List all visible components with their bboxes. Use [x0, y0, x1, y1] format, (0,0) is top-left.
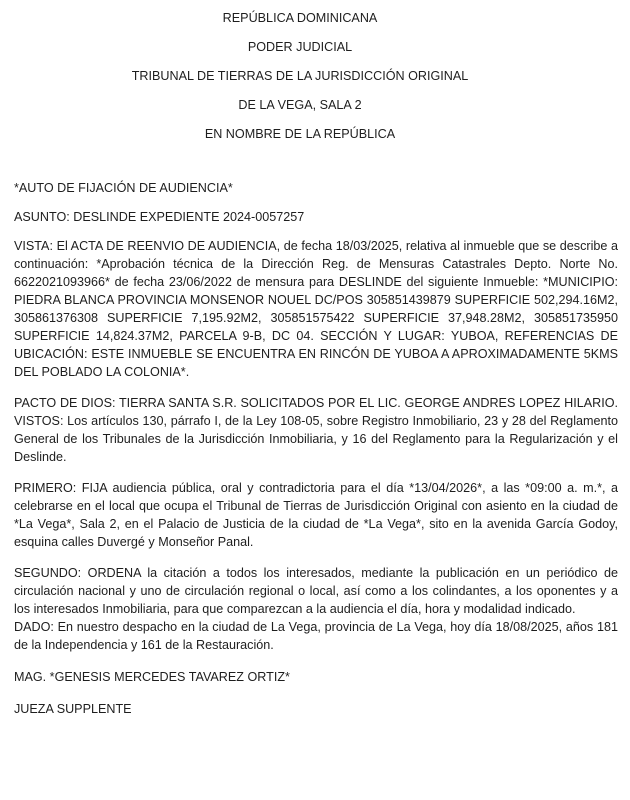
paragraph-vista: VISTA: El ACTA DE REENVIO DE AUDIENCIA, de fecha 18/03/2025, relativa al inmueble que se describe a continuación: *Aprobación técnica de la Dirección Reg. de Mensuras Catastrales Depto. Norte No. 6622021093966* de fecha 23/06/2022 de mensura para DESLINDE del siguiente Inmueble: *MUNICIPIO: PIEDRA BLANCA PROVINCIA MONSENOR NOUEL DC/POS 305851439879 SUPERFICIE 502,294.16M2, 305861376308 SUPERFICIE 7,195.92M2, 305851575422 SUPERFICIE 37,948.28M2, 305851735950 SUPERFICIE 14,824.37M2, PARCELA 9-B, DC 04. SECCIÓN Y LUGAR: YUBOA, REFERENCIAS DE UBICACIÓN: ESTE INMUEBLE SE ENCUENTRA EN RINCÓN DE YUBOA A APROXIMADAMENTE 5KMS DEL POBLADO LA COLONIA*. — [14, 239, 618, 379]
header-branch: PODER JUDICIAL — [247, 40, 353, 54]
signature-role: JUEZA SUPPLENTE — [14, 702, 132, 716]
paragraph-dado: DADO: En nuestro despacho en la ciudad de La Vega, provincia de La Vega, hoy día 18/08/2025, años 181 de la Independencia y 161 de la Restauración. — [14, 620, 618, 652]
header-in-name-of: EN NOMBRE DE LA REPÚBLICA — [204, 127, 396, 141]
paragraph-segundo: SEGUNDO: ORDENA la citación a todos los interesados, mediante la publicación en un periódico de circulación nacional y uno de circulación regional o local, así como a los colindantes, a los oponentes y a los interesados Inmobiliaria, para que comparezcan a la audiencia el día, hora y modalidad indicado. — [14, 566, 618, 616]
header-location: DE LA VEGA, SALA 2 — [238, 98, 362, 112]
header-country: REPÚBLICA DOMINICANA — [222, 11, 378, 25]
signature-name: MAG. *GENESIS MERCEDES TAVAREZ ORTIZ* — [14, 670, 290, 684]
paragraph-primero: PRIMERO: FIJA audiencia pública, oral y contradictoria para el día *13/04/2026*, a las *09:00 a. m.*, a celebrarse en el local que ocupa el Tribunal de Tierras de Jurisdicción Original con asiento en la ciudad de *La Vega*, Sala 2, en el Palacio de Justicia de la ciudad de *La Vega*, sito en la avenida García Godoy, esquina calles Duvergé y Monseñor Panal. — [14, 481, 618, 549]
document-header — [14, 9, 586, 143]
subject-line: ASUNTO: DESLINDE EXPEDIENTE 2024-0057257 — [14, 210, 305, 224]
paragraph-pacto: PACTO DE DIOS: TIERRA SANTA S.R. SOLICITADOS POR EL LIC. GEORGE ANDRES LOPEZ HILARIO. VISTOS: Los artículos 130, párrafo I, de la Ley 108-05, sobre Registro Inmobiliario, 23 y 28 del Reglamento General de los Tribunales de la Jurisdicción Inmobiliaria, y 16 del Reglamento para la Regularización y el Deslinde. — [14, 396, 618, 464]
header-tribunal: TRIBUNAL DE TIERRAS DE LA JURISDICCIÓN ORIGINAL — [131, 69, 469, 83]
document-title: *AUTO DE FIJACIÓN DE AUDIENCIA* — [14, 181, 233, 195]
